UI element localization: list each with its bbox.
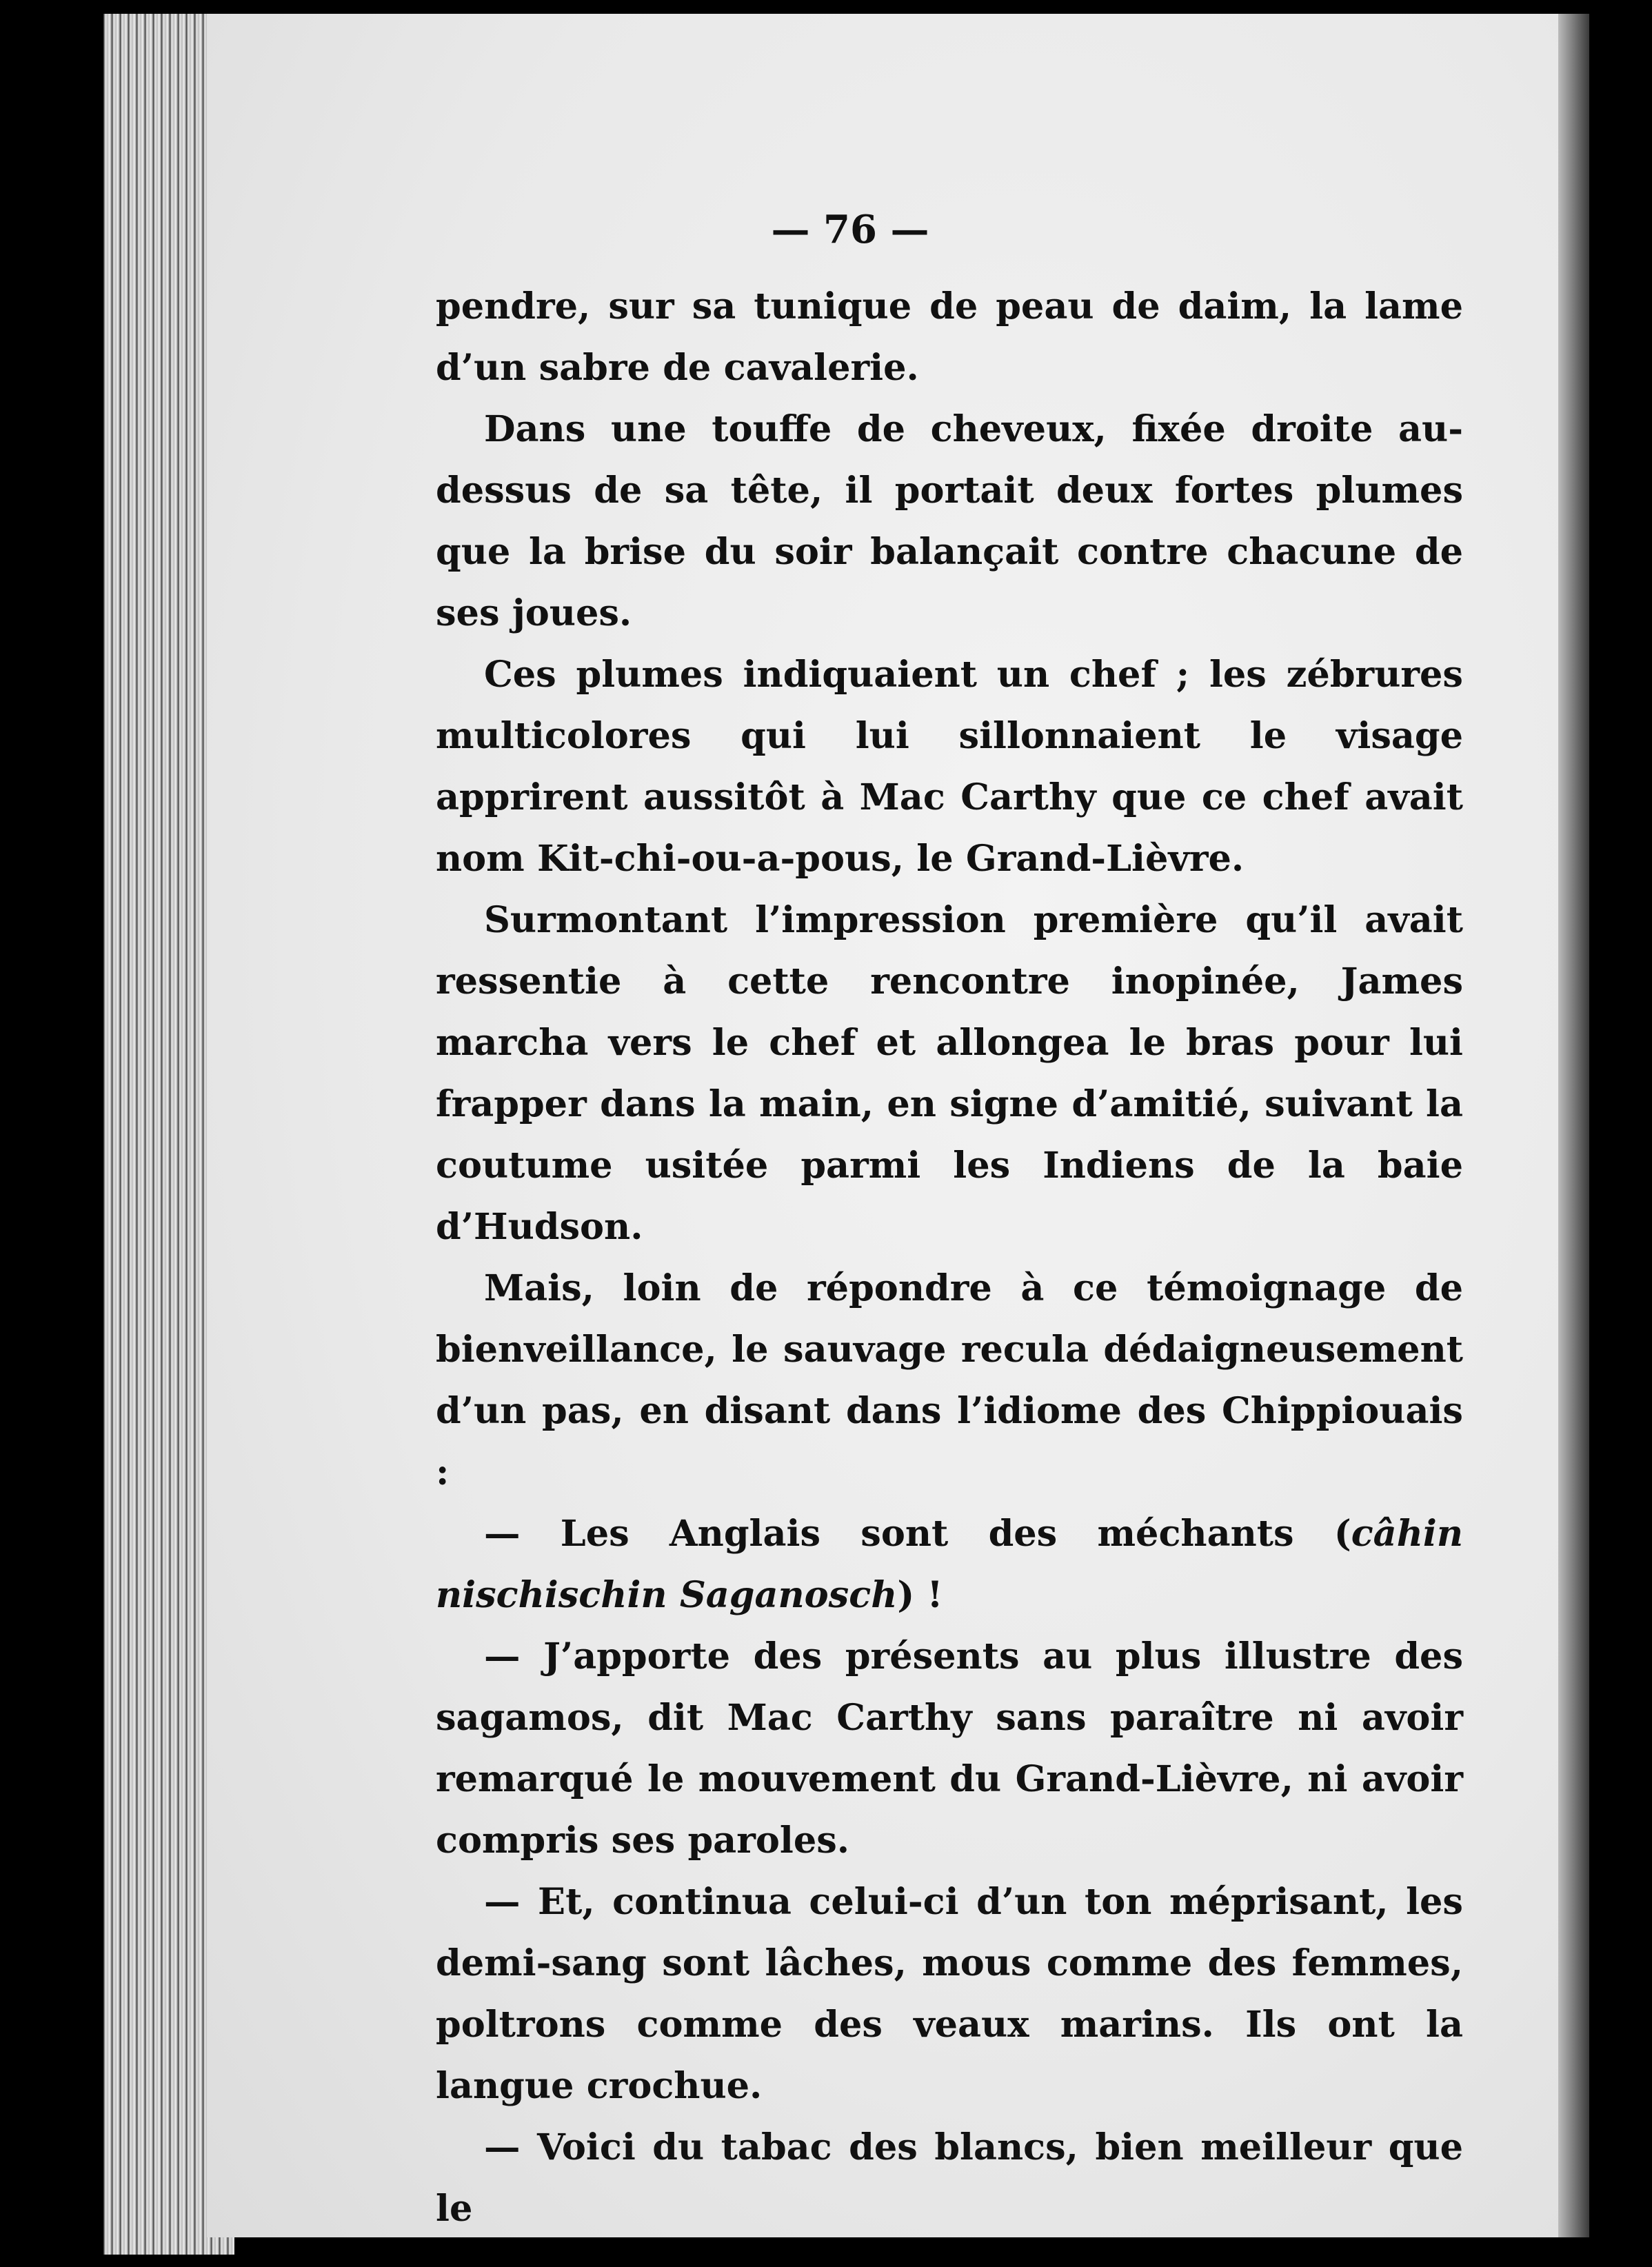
page-number: — 76 — <box>771 207 929 252</box>
dialogue-text: ) ! <box>897 1574 943 1616</box>
dialogue-line: — Et, continua celui-ci d’un ton méprisant, les demi-sang sont lâches, mous comme des femmes, poltrons comme des veaux marins. Ils ont la langue crochue. <box>436 1881 1463 2107</box>
dialogue-line: — Voici du tabac des blancs, bien meilleur que le <box>436 2126 1463 2230</box>
page-gutter-shadow <box>1558 14 1589 2237</box>
dialogue-line <box>436 1503 1463 1626</box>
paragraph-continuation: pendre, sur sa tunique de peau de daim, la lame d’un sabre de cavalerie. <box>436 285 1463 389</box>
dialogue-line: — J’apporte des présents au plus illustre des sagamos, dit Mac Carthy sans paraître ni avoir remarqué le mouvement du Grand-Lièvre, ni avoir compris ses paroles. <box>436 1635 1463 1862</box>
paragraph: Dans une touffe de cheveux, fixée droite au-dessus de sa tête, il portait deux fortes plumes que la brise du soir balançait contre chacune de ses joues. <box>436 408 1463 634</box>
paragraph: Mais, loin de répondre à ce témoignage de bienveillance, le sauvage recula dédaigneusement d’un pas, en disant dans l’idiome des Chippiouais : <box>436 1267 1463 1493</box>
paragraph: Surmontant l’impression première qu’il avait ressentie à cette rencontre inopinée, James marcha vers le chef et allongea le bras pour lui frapper dans la main, en signe d’amitié, suivant la coutume usitée parmi les Indiens de la baie d’Hudson. <box>436 899 1463 1248</box>
indian-phrase: câhin nischischin Saganosch <box>436 1513 1463 1616</box>
body-text <box>436 276 1463 2239</box>
dialogue-text: — Les Anglais sont des méchants ( <box>484 1513 1351 1555</box>
paragraph: Ces plumes indiquaient un chef ; les zébrures multicolores qui lui sillonnaient le visage apprirent aussitôt à Mac Carthy que ce chef avait nom Kit-chi-ou-a-pous, le Grand-Lièvre. <box>436 654 1463 880</box>
